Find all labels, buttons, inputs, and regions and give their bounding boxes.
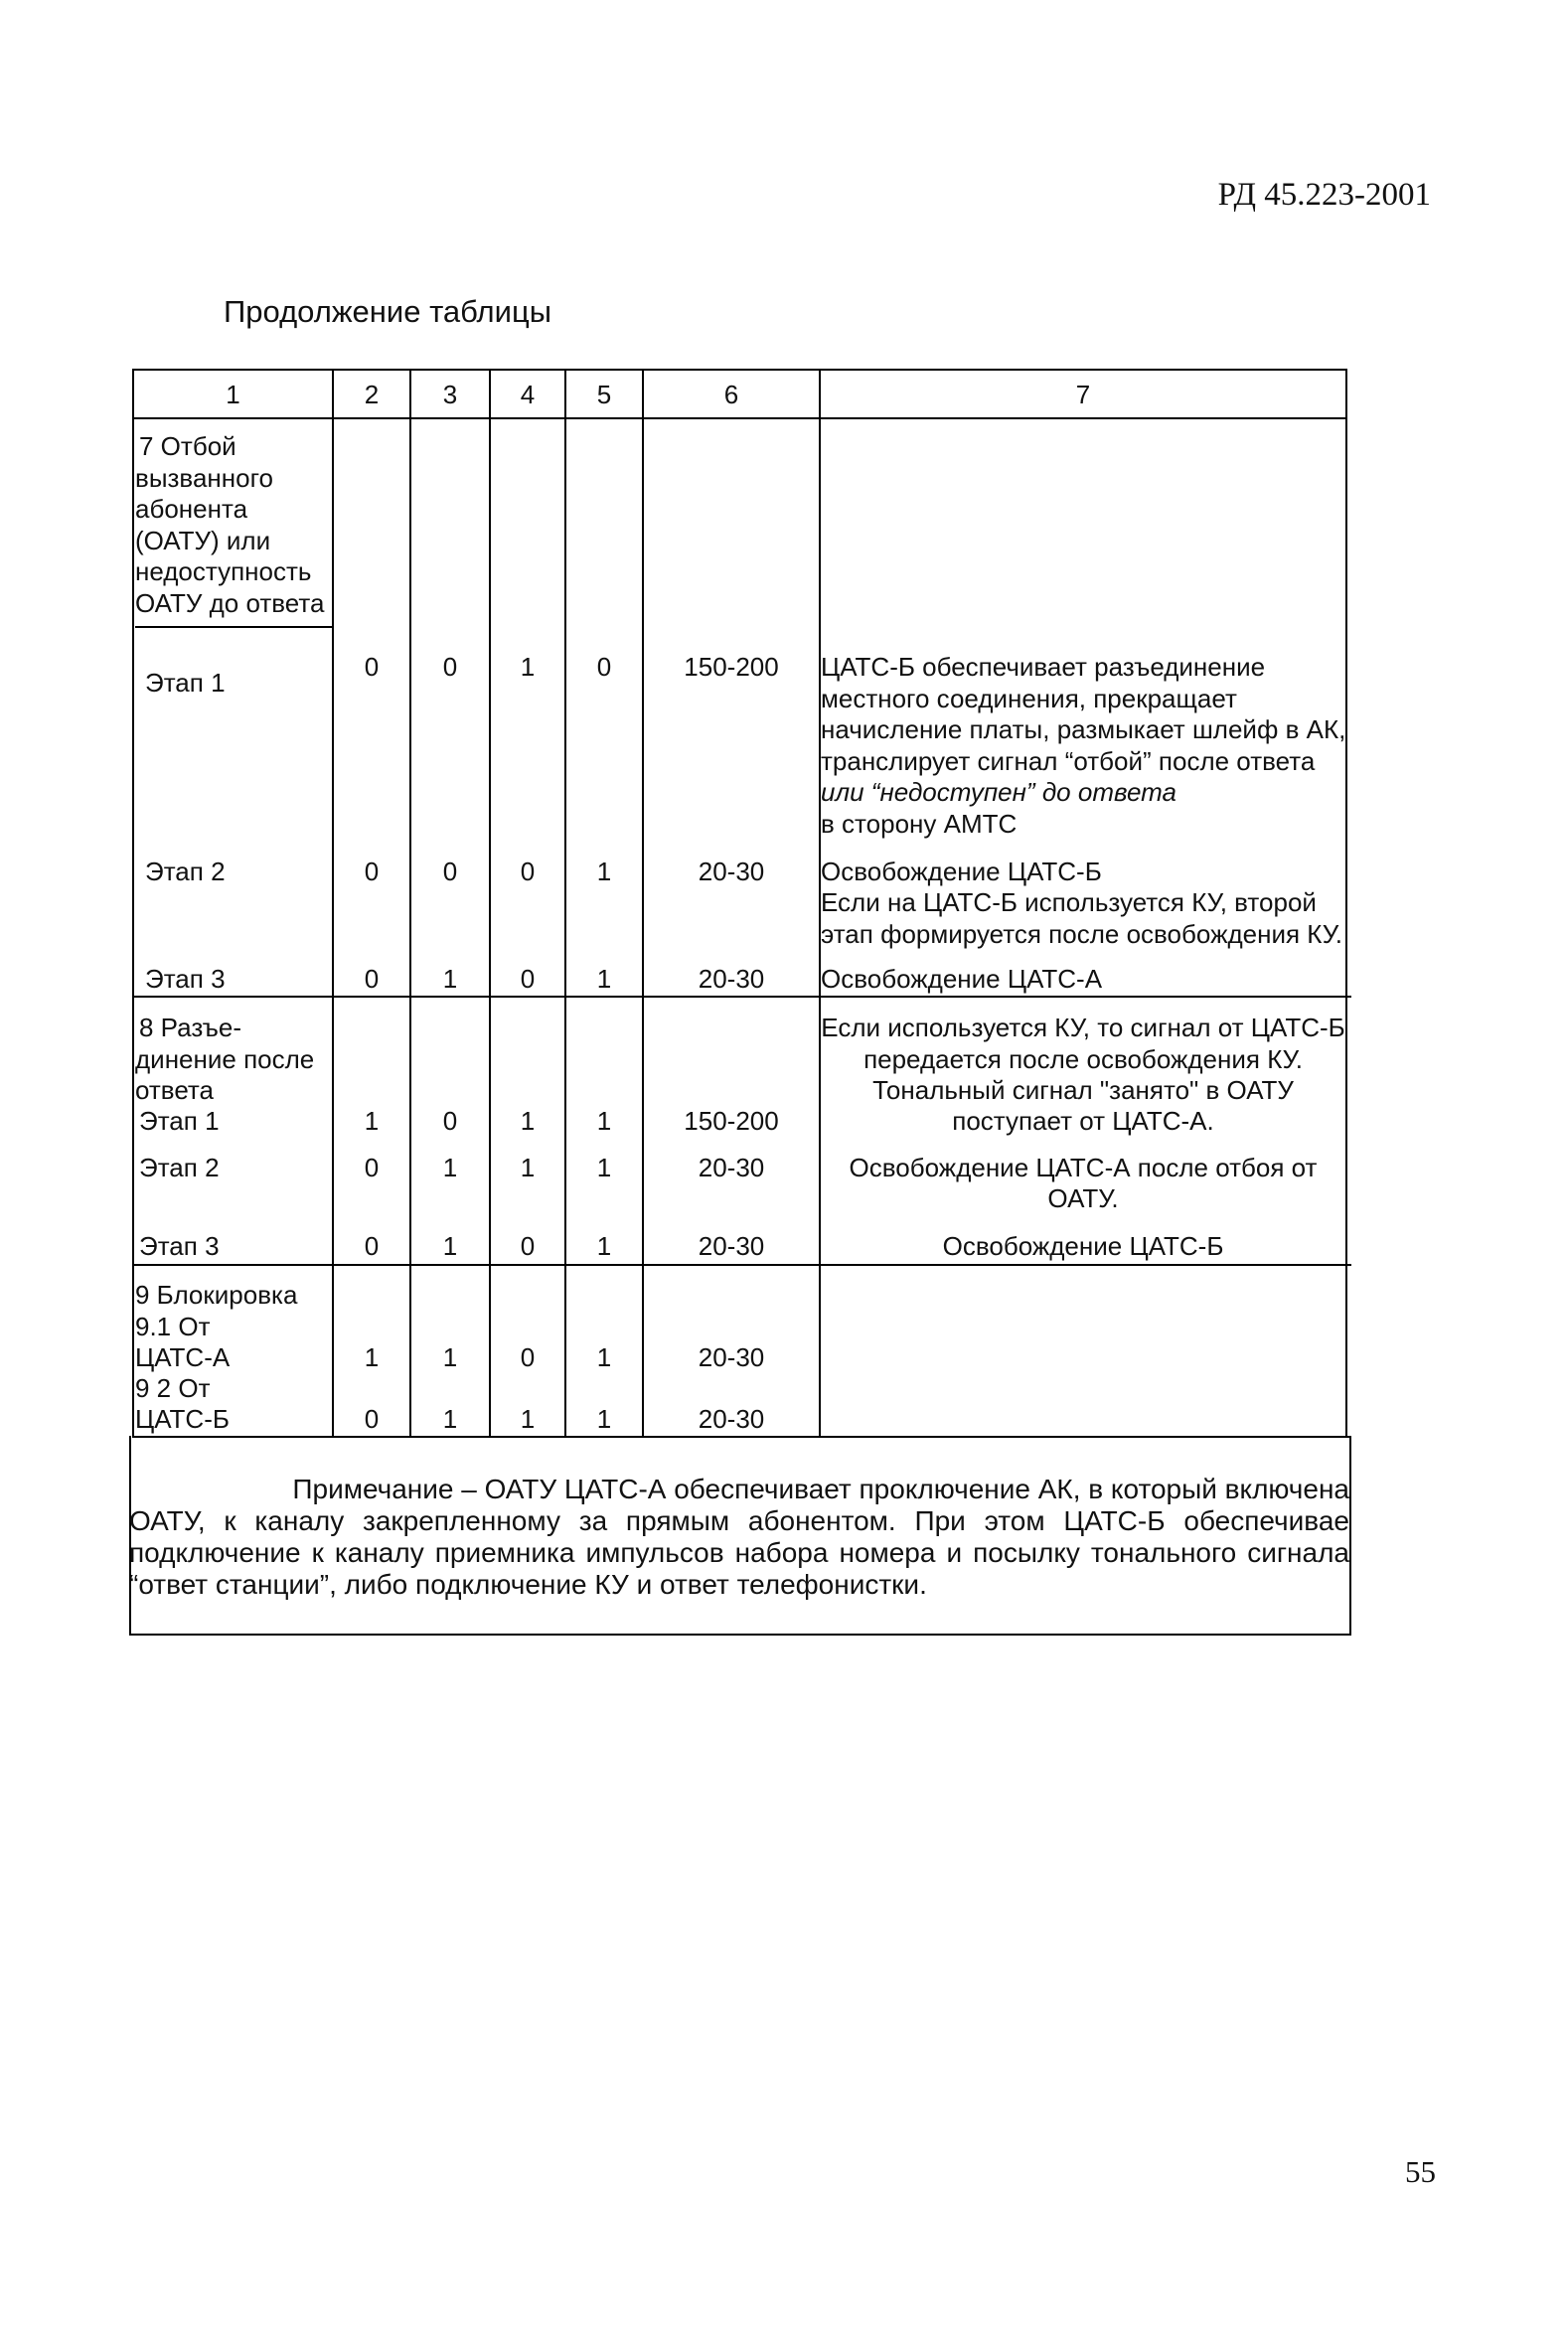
footnote-line: ОАТУ, к каналу закрепленному за прямым абонентом. При этом ЦАТС-Б обеспечивае [129, 1505, 1349, 1536]
grid-line [409, 369, 411, 1438]
footnote-line: подключение к каналу приемника импульсов набора номера и посылку тонального сигнала [129, 1537, 1349, 1568]
column-header: 3 [442, 380, 458, 409]
value-cell: 150-200 [684, 1106, 779, 1136]
description-line: транслирует сигнал “отбой” после ответа [821, 746, 1316, 776]
group-note-line: Если используется КУ, то сигнал от ЦАТС-Б [821, 1013, 1345, 1042]
description-line: местного соединения, прекращает [821, 684, 1237, 713]
group-title-line: ответа [135, 1075, 214, 1105]
value-cell: 0 [364, 1153, 380, 1182]
column-header: 7 [1075, 380, 1091, 409]
value-cell: 20-30 [698, 857, 765, 886]
description-line: Освобождение ЦАТС-А [821, 964, 1103, 994]
value-cell: 1 [442, 1404, 458, 1434]
grid-line [132, 1264, 1351, 1266]
value-cell: 1 [596, 964, 612, 994]
description-line: этап формируется после освобождения КУ. [821, 919, 1343, 949]
value-cell: 20-30 [698, 1153, 765, 1182]
column-header: 6 [723, 380, 739, 409]
value-cell: 0 [520, 964, 536, 994]
footnote-line: Примечание – ОАТУ ЦАТС-А обеспечивает проключение АК, в который включена [292, 1474, 1349, 1504]
group-title-line: (ОАТУ) или [135, 526, 271, 555]
value-cell: 0 [442, 652, 458, 682]
column-header: 2 [364, 380, 380, 409]
group-title-line: 7 Отбой [139, 431, 236, 461]
value-cell: 0 [364, 1404, 380, 1434]
grid-line [1349, 1436, 1351, 1635]
group-title-line: абонента [135, 494, 248, 524]
table-caption: Продолжение таблицы [224, 294, 551, 329]
table-footnote [129, 1474, 1349, 1601]
description-line: или “недоступен” до ответа [821, 777, 1176, 807]
grid-line [132, 369, 134, 1438]
value-cell: 1 [596, 1342, 612, 1372]
group-title-line: ОАТУ до ответа [135, 588, 325, 618]
value-cell: 0 [520, 1342, 536, 1372]
grid-line [564, 369, 566, 1438]
stage-label: Этап 3 [139, 1231, 220, 1261]
grid-line [332, 369, 334, 1438]
value-cell: 20-30 [698, 1231, 765, 1261]
value-cell: 1 [596, 1106, 612, 1136]
group-title-line: динение после [135, 1044, 315, 1074]
grid-line [135, 626, 334, 628]
grid-line [1345, 369, 1347, 1438]
description-line: Если на ЦАТС-Б используется КУ, второй [821, 887, 1317, 917]
grid-line [642, 369, 644, 1438]
group-note-line: Тональный сигнал "занято" в ОАТУ [872, 1075, 1294, 1105]
group-note-line: передается после освобождения КУ. [863, 1044, 1303, 1074]
footnote-line: “ответ станции”, либо подключение КУ и ответ телефонистки. [129, 1569, 927, 1600]
grid-line [129, 1634, 1351, 1636]
grid-line [132, 417, 1347, 419]
stage-label: Этап 2 [145, 857, 226, 886]
value-cell: 0 [442, 1106, 458, 1136]
value-cell: 1 [520, 652, 536, 682]
description-line: начисление платы, размыкает шлейф в АК, [821, 714, 1346, 744]
grid-line [132, 996, 1351, 998]
value-cell: 0 [364, 857, 380, 886]
value-cell: 1 [596, 857, 612, 886]
value-cell: 20-30 [698, 964, 765, 994]
value-cell: 1 [442, 1231, 458, 1261]
page-number: 55 [1405, 2154, 1436, 2189]
value-cell: 1 [520, 1106, 536, 1136]
value-cell: 1 [364, 1342, 380, 1372]
column-header: 4 [520, 380, 536, 409]
group-note-line: поступает от ЦАТС-А. [952, 1106, 1214, 1136]
column-header: 5 [596, 380, 612, 409]
value-cell: 0 [520, 857, 536, 886]
value-cell: 20-30 [698, 1404, 765, 1434]
stage-label: ЦАТС-А [135, 1342, 231, 1372]
description-line: Освобождение ЦАТС-Б [942, 1231, 1224, 1261]
stage-label: Этап 3 [145, 964, 226, 994]
document-code: РД 45.223-2001 [1217, 177, 1431, 213]
stage-label: Этап 2 [139, 1153, 220, 1182]
group-title-line: вызванного [135, 463, 273, 493]
group-title-line: недоступность [135, 556, 312, 586]
value-cell: 0 [364, 1231, 380, 1261]
description-line: Освобождение ЦАТС-Б [821, 857, 1102, 886]
group-title-line: 9 Блокировка [135, 1280, 298, 1310]
value-cell: 150-200 [684, 652, 779, 682]
value-cell: 0 [596, 652, 612, 682]
value-cell: 1 [442, 1153, 458, 1182]
value-cell: 1 [596, 1231, 612, 1261]
value-cell: 1 [442, 1342, 458, 1372]
column-header: 1 [226, 380, 240, 409]
value-cell: 0 [364, 652, 380, 682]
stage-label: 9.1 От [135, 1312, 211, 1341]
value-cell: 1 [596, 1153, 612, 1182]
description-line: ОАТУ. [1047, 1183, 1119, 1213]
value-cell: 20-30 [698, 1342, 765, 1372]
description-line: Освобождение ЦАТС-А после отбоя от [849, 1153, 1318, 1182]
description-line: ЦАТС-Б обеспечивает разъединение [821, 652, 1266, 682]
value-cell: 0 [520, 1231, 536, 1261]
stage-label: Этап 1 [145, 668, 226, 698]
value-cell: 1 [520, 1404, 536, 1434]
stage-label: ЦАТС-Б [135, 1404, 230, 1434]
grid-line [132, 369, 1347, 371]
value-cell: 1 [364, 1106, 380, 1136]
stage-label: Этап 1 [139, 1106, 220, 1136]
value-cell: 1 [442, 964, 458, 994]
grid-line [132, 1436, 1351, 1438]
stage-label: 9 2 От [135, 1373, 211, 1403]
value-cell: 0 [364, 964, 380, 994]
value-cell: 0 [442, 857, 458, 886]
description-line: в сторону АМТС [821, 809, 1018, 839]
value-cell: 1 [596, 1404, 612, 1434]
grid-line [489, 369, 491, 1438]
group-title-line: 8 Разъе- [139, 1013, 242, 1042]
value-cell: 1 [520, 1153, 536, 1182]
